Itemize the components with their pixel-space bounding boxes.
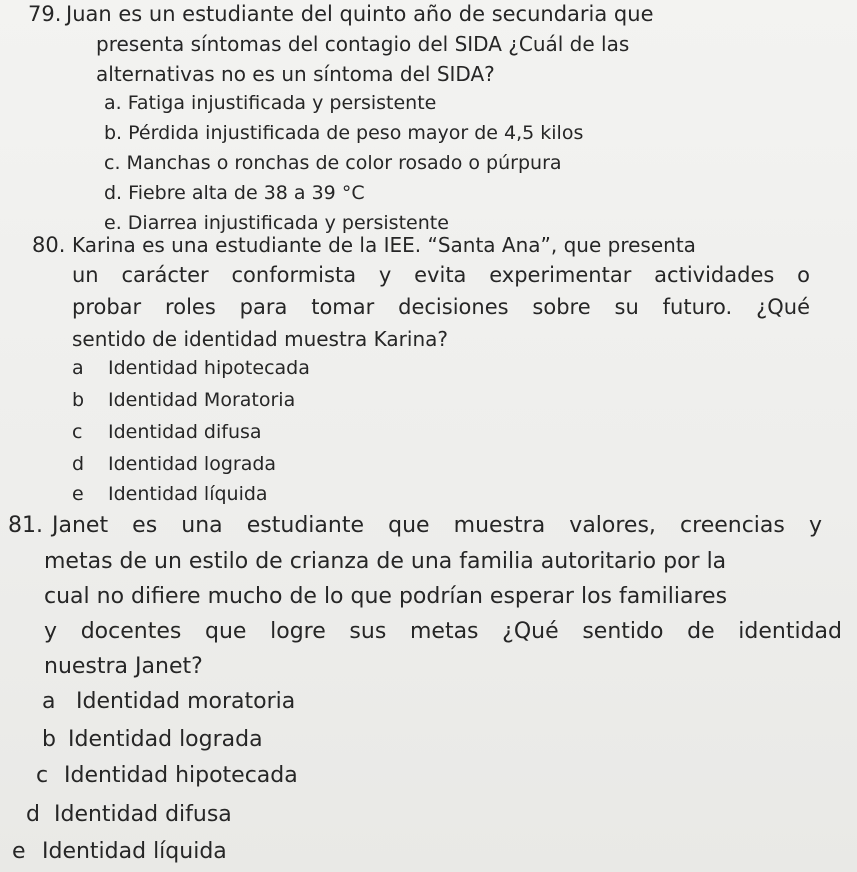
question-text-line: sentido de identidad muestra Karina?: [72, 327, 448, 351]
question-text-line: Juan es un estudiante del quinto año de secundaria que: [66, 2, 654, 26]
option-text: Identidad lograda: [108, 453, 277, 475]
option-letter: c: [72, 421, 83, 443]
option-text: Diarrea injustificada y persistente: [127, 212, 449, 234]
option-79-d[interactable]: [104, 182, 365, 204]
question-number: 81.: [8, 513, 43, 538]
option-79-c[interactable]: [104, 152, 562, 174]
option-letter: e.: [104, 212, 122, 234]
option-letter: c: [36, 763, 49, 788]
option-letter: d.: [104, 182, 123, 204]
question-text-line: presenta síntomas del contagio del SIDA ¿Cuál de las: [96, 32, 630, 56]
option-text: Identidad difusa: [108, 421, 262, 443]
question-number: 79.: [28, 2, 62, 26]
option-letter: c.: [104, 152, 121, 174]
question-text-line: y docentes que logre sus metas ¿Qué sentido de identidad: [44, 619, 842, 644]
question-text-line: alternativas no es un síntoma del SIDA?: [96, 62, 495, 86]
option-letter: a.: [104, 92, 122, 114]
option-text: Identidad hipotecada: [108, 357, 310, 379]
option-text: Manchas o ronchas de color rosado o púrpura: [126, 152, 562, 174]
option-79-a[interactable]: [104, 92, 436, 114]
option-81-a[interactable]: [42, 689, 295, 714]
option-letter: b: [72, 389, 85, 411]
question-text-line: probar roles para tomar decisiones sobre su futuro. ¿Qué: [72, 295, 810, 319]
option-text: Identidad lograda: [68, 727, 263, 752]
question-text-line: metas de un estilo de crianza de una familia autoritario por la: [44, 549, 727, 574]
option-79-b[interactable]: [104, 122, 583, 144]
question-text-line: Karina es una estudiante de la IEE. “Santa Ana”, que presenta: [72, 233, 696, 257]
question-text-line: Janet es una estudiante que muestra valores, creencias y: [52, 513, 822, 538]
option-letter: b: [42, 727, 56, 752]
option-80-d[interactable]: [72, 453, 276, 475]
option-letter: a: [42, 689, 56, 714]
option-letter: d: [72, 453, 85, 475]
option-text: Identidad difusa: [54, 802, 232, 827]
option-letter: a: [72, 357, 84, 379]
option-letter: e: [12, 839, 26, 864]
question-text-line: cual no difiere mucho de lo que podrían esperar los familiares: [44, 584, 728, 609]
option-text: Identidad moratoria: [76, 689, 296, 714]
option-letter: b.: [104, 122, 123, 144]
option-text: Identidad líquida: [42, 839, 227, 864]
option-80-a[interactable]: [72, 357, 310, 379]
question-number: 80.: [32, 233, 66, 257]
option-text: Fatiga injustificada y persistente: [127, 92, 437, 114]
option-80-e[interactable]: [72, 483, 268, 505]
option-81-e[interactable]: [12, 839, 227, 864]
option-81-d[interactable]: [26, 802, 232, 827]
option-text: Identidad líquida: [108, 483, 268, 505]
option-80-b[interactable]: [72, 389, 295, 411]
question-text-line: nuestra Janet?: [44, 654, 203, 679]
option-81-c[interactable]: [36, 763, 298, 788]
option-80-c[interactable]: [72, 421, 262, 443]
option-81-b[interactable]: [42, 727, 263, 752]
option-letter: e: [72, 483, 84, 505]
option-text: Pérdida injustificada de peso mayor de 4,5 kilos: [128, 122, 584, 144]
option-79-e[interactable]: [104, 212, 449, 234]
option-text: Fiebre alta de 38 a 39 °C: [128, 182, 365, 204]
option-letter: d: [26, 802, 40, 827]
option-text: Identidad Moratoria: [108, 389, 296, 411]
question-text-line: un carácter conformista y evita experimentar actividades o: [72, 263, 810, 287]
option-text: Identidad hipotecada: [64, 763, 298, 788]
